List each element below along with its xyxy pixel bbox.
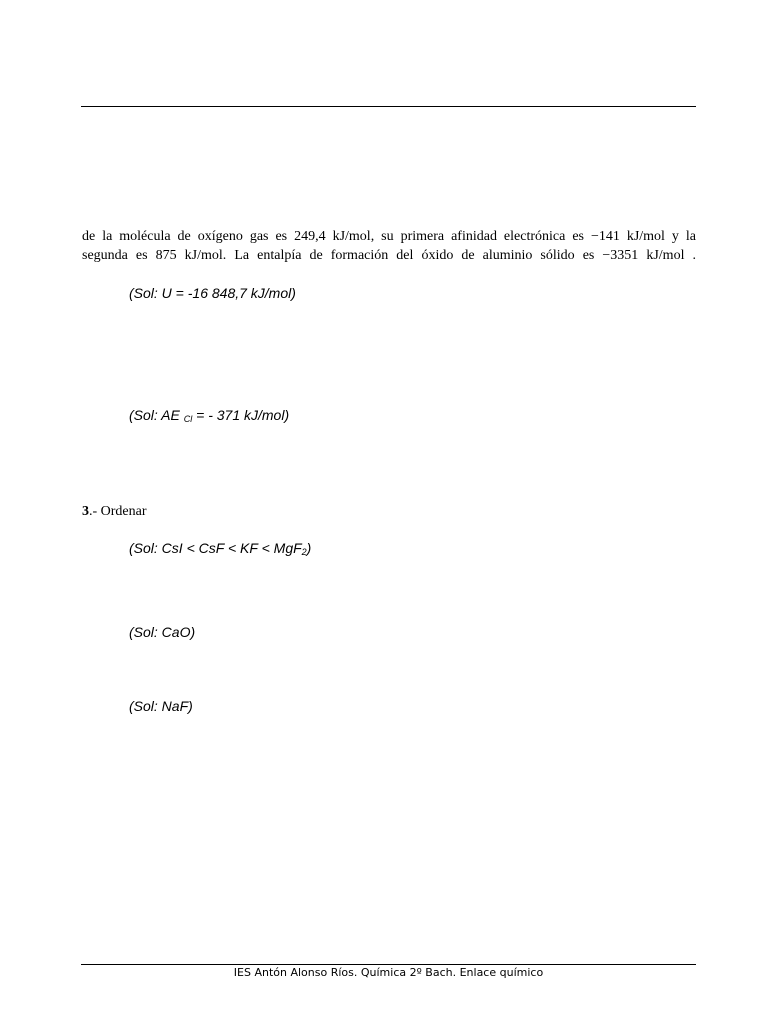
paragraph-line-2: segunda es 875 kJ/mol. La entalpía de formación del óxido de aluminio sólido es −3351 kJ/mol . [82,248,696,263]
problem-paragraph [82,227,696,265]
solution-2-suffix: = - 371 kJ/mol) [192,407,290,423]
header-rule [81,106,696,107]
solution-2 [129,406,289,424]
less-than-sign: < [186,540,195,556]
footer-rule [81,964,696,965]
section-3-heading [82,503,147,521]
solution-5: (Sol: NaF) [129,698,193,714]
solution-3-close: ) [306,540,312,556]
less-than-sign: < [227,540,237,556]
section-3-text: .- Ordenar [89,504,147,519]
solution-4: (Sol: CaO) [129,624,196,640]
solution-2-prefix: (Sol: AE [129,407,184,423]
solution-3-kf: KF [236,540,262,556]
section-3-number: 3 [82,504,89,519]
solution-2-subscript: Cl [183,414,193,424]
solution-1: (Sol: U = -16 848,7 kJ/mol) [129,285,296,301]
page-footer: IES Antón Alonso Ríos. Química 2º Bach. Enlace químico [233,966,544,979]
solution-3-prefix: (Sol: CsI [129,540,187,556]
solution-3-mgf: MgF [269,540,302,556]
solution-3-subscript: 2 [301,547,307,557]
less-than-sign: < [261,540,270,556]
solution-3 [129,539,311,557]
solution-3-csf: CsF [194,540,228,556]
paragraph-line-1: de la molécula de oxígeno gas es 249,4 kJ/mol, su primera afinidad electrónica es −141 kJ/mol y la [82,229,696,244]
